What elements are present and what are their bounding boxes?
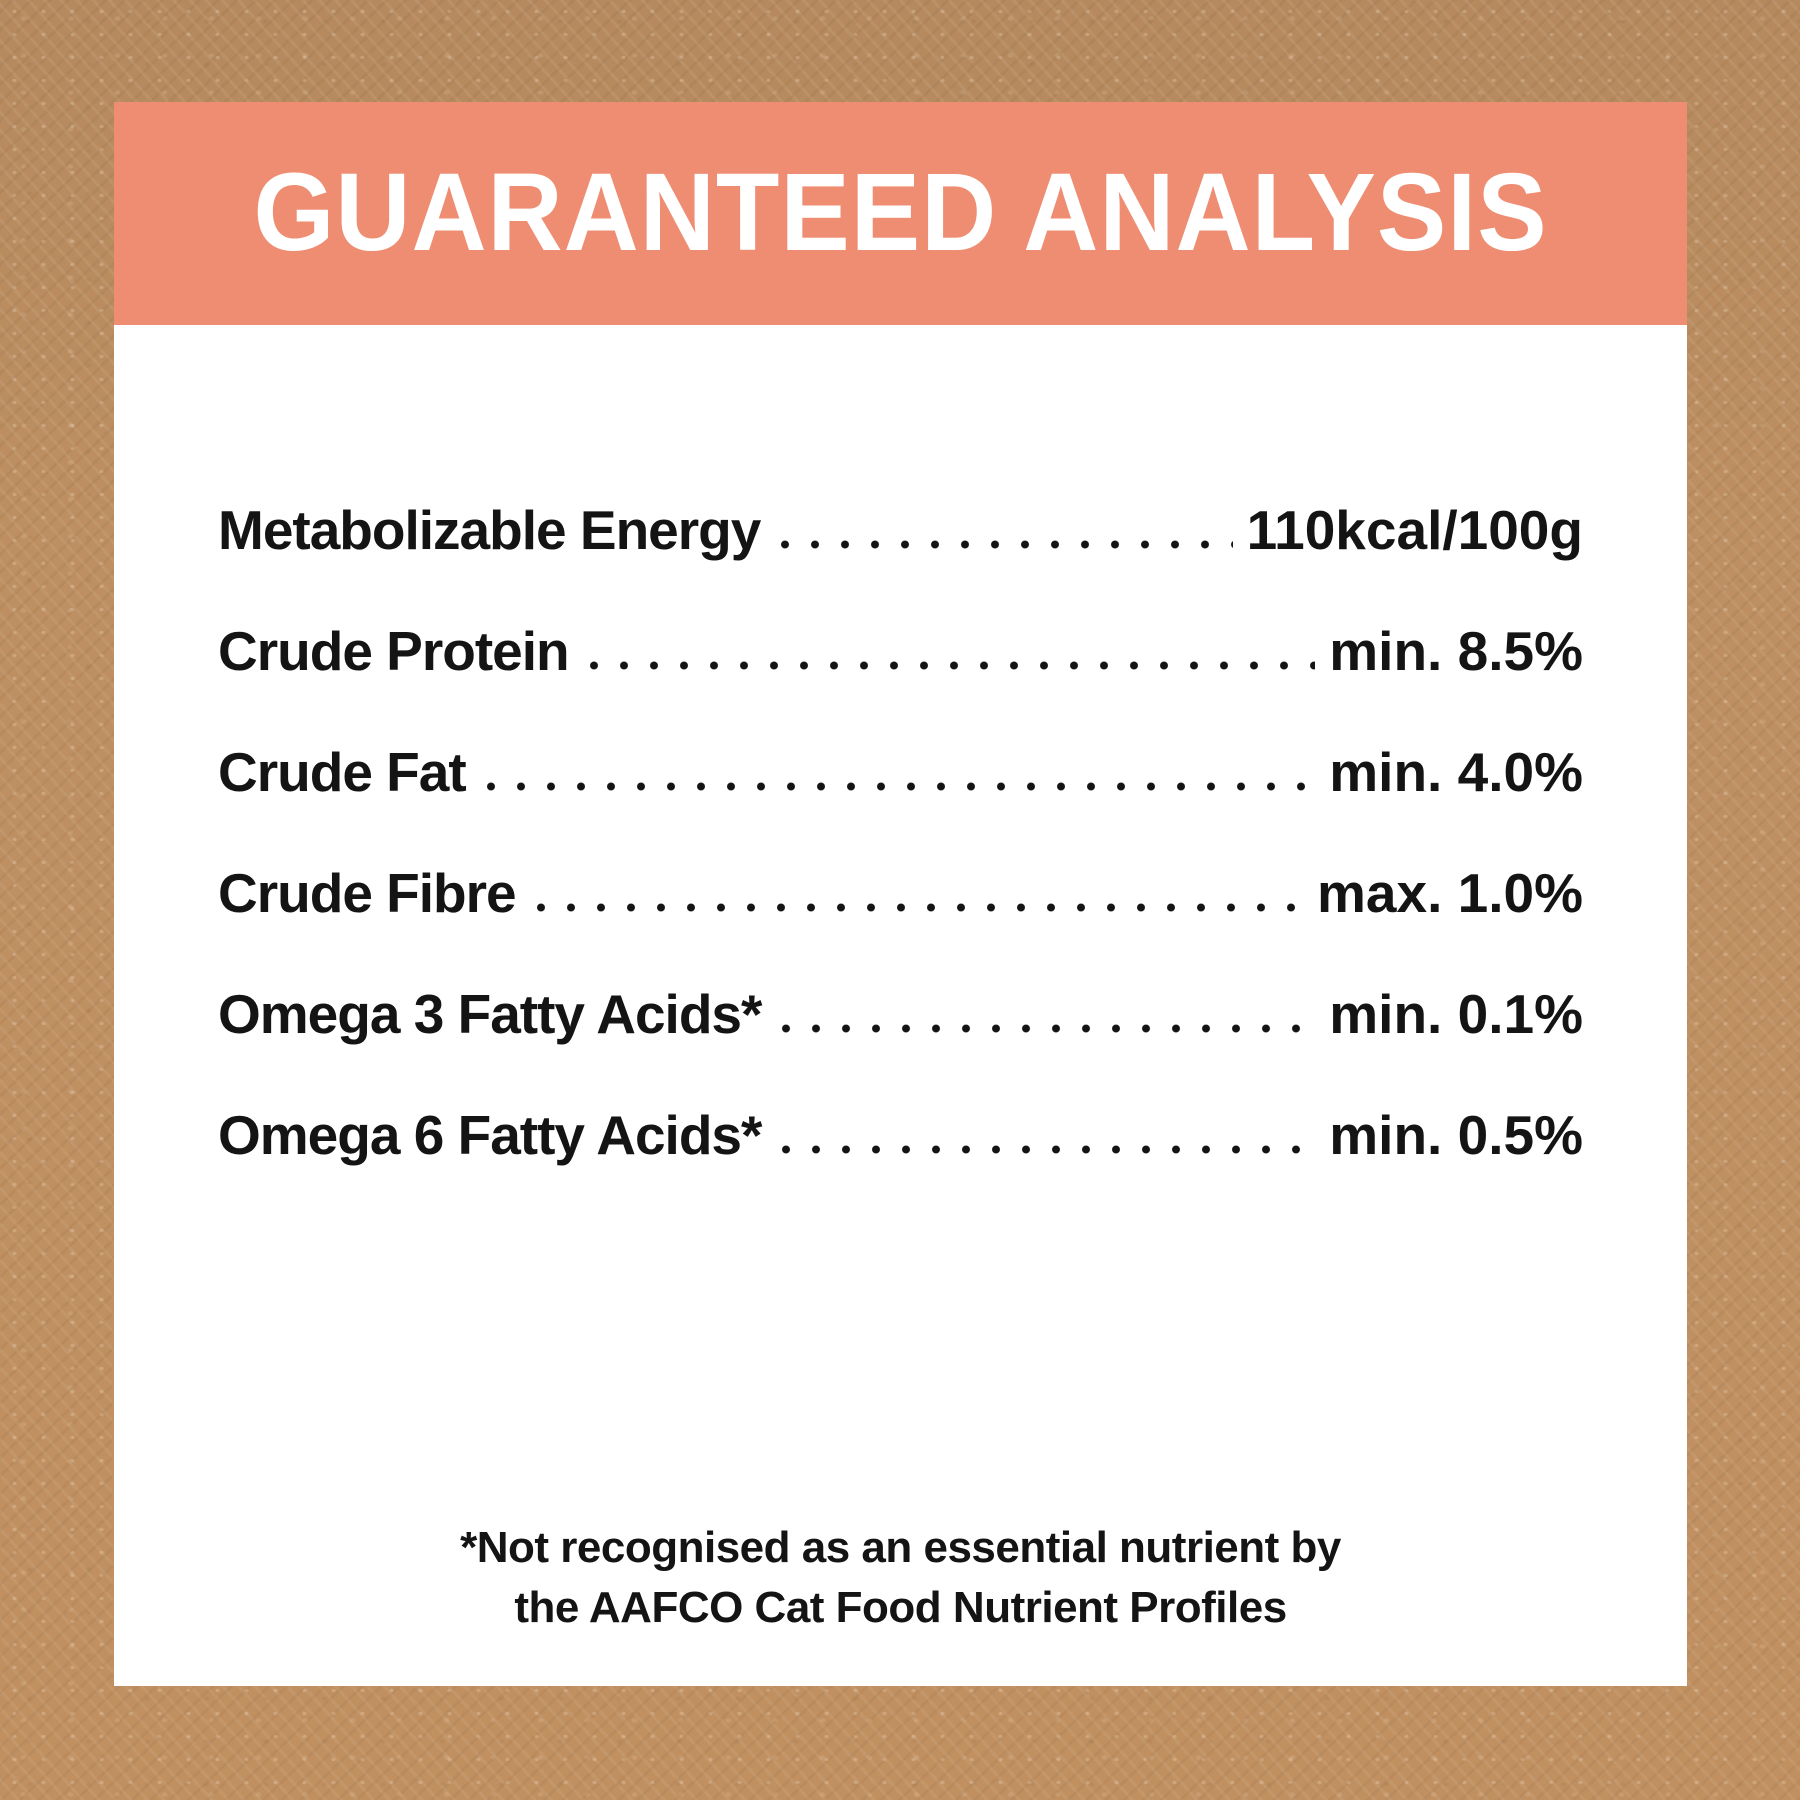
analysis-row bbox=[218, 1102, 1583, 1168]
nutrient-value: min. 0.5% bbox=[1329, 1104, 1583, 1166]
nutrient-label: Crude Protein bbox=[218, 620, 569, 682]
nutrient-value: 110kcal/100g bbox=[1246, 499, 1583, 561]
footnote-line-1: *Not recognised as an essential nutrient by bbox=[460, 1523, 1341, 1572]
nutrient-value: min. 4.0% bbox=[1329, 741, 1583, 803]
guaranteed-analysis-panel bbox=[114, 102, 1687, 1686]
panel-header bbox=[114, 102, 1687, 325]
footnote bbox=[114, 1518, 1687, 1638]
panel-title: GUARANTEED ANALYSIS bbox=[253, 151, 1548, 275]
dot-leader bbox=[770, 540, 1232, 549]
nutrient-value: min. 8.5% bbox=[1329, 620, 1583, 682]
nutrient-value: min. 0.1% bbox=[1329, 983, 1583, 1045]
dot-leader bbox=[771, 1145, 1315, 1154]
nutrient-label: Omega 6 Fatty Acids* bbox=[218, 1104, 762, 1166]
analysis-row bbox=[218, 497, 1583, 563]
nutrient-label: Crude Fat bbox=[218, 741, 466, 803]
analysis-row bbox=[218, 618, 1583, 684]
analysis-row bbox=[218, 981, 1583, 1047]
nutrient-label: Omega 3 Fatty Acids* bbox=[218, 983, 762, 1045]
analysis-row bbox=[218, 739, 1583, 805]
nutrient-label: Metabolizable Energy bbox=[218, 499, 761, 561]
dot-leader bbox=[526, 903, 1303, 912]
nutrient-value: max. 1.0% bbox=[1316, 862, 1583, 924]
dot-leader bbox=[771, 1024, 1315, 1033]
nutrient-label: Crude Fibre bbox=[218, 862, 516, 924]
dot-leader bbox=[579, 661, 1316, 670]
analysis-table bbox=[218, 497, 1583, 1168]
dot-leader bbox=[476, 782, 1316, 791]
analysis-row bbox=[218, 860, 1583, 926]
footnote-line-2: the AAFCO Cat Food Nutrient Profiles bbox=[514, 1582, 1287, 1632]
